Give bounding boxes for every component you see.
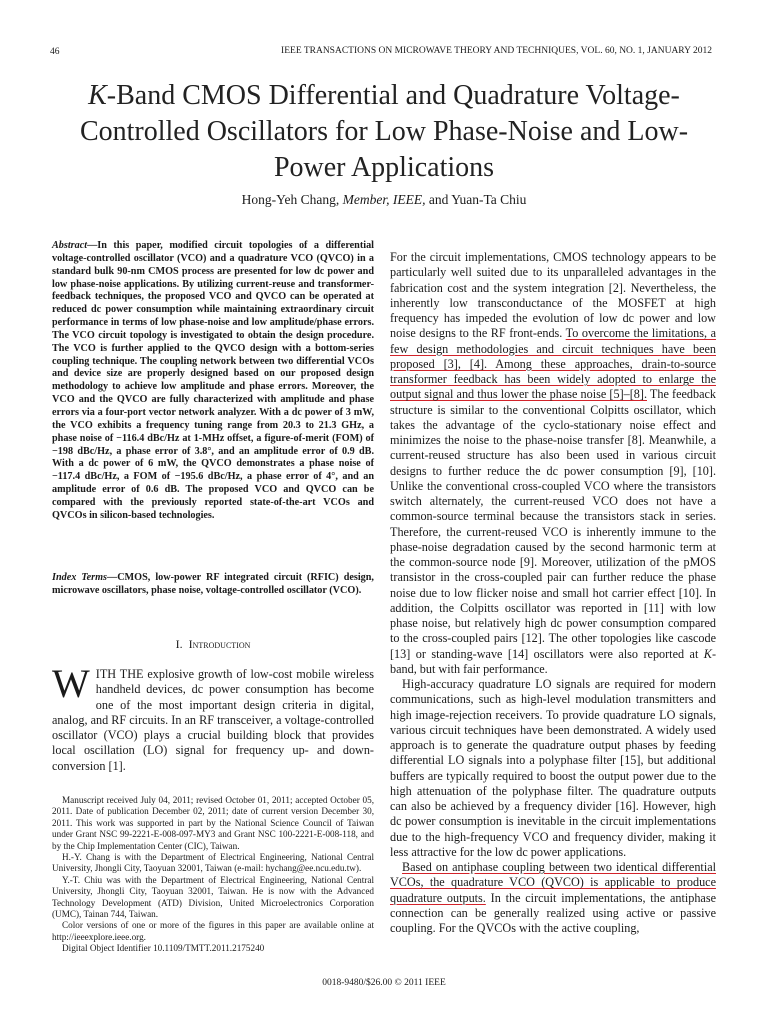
p1-text-b: The feedback structure is similar to the conventional Colpitts oscillator, which takes the advantage of the cyclo-stationary noise effect and minimizes the noise to the phase-noise transfer [8]. Meanwhile, a current-reused structure has also been used in various circuit designs to further reduce the dc power consumption [9], [10]. Unlike the conventional cross-coupled VCO where the transistors switch alternately, the current-reused VCO does not have a common-source terminal because the transistors stack in series. Therefore, the current-reused VCO is inherently immune to the phase-noise degradation caused by the second harmonic term at the common-source node [9]. Moreover, utilization of the pMOS transistor in the cross-coupled pair can further reduce the phase noise due to low flicker noise and small hot carrier effect [10]. In addition, the Colpitts oscillator was reported in [11] with low phase noise, but relatively high dc power consumption compared to the cross-coupled pairs [12]. The other topologies like cascode [13] or standing-wave [14] oscillators were also reported at — [390, 387, 716, 661]
p3-text-b: In the circuit implementations, the antiphase connection can be generally realized using active or passive coupling. For the QVCOs with the active coupling, — [390, 890, 716, 935]
index-terms — [52, 572, 374, 598]
author-line — [60, 192, 708, 208]
section-heading — [52, 637, 374, 652]
abstract-text: —In this paper, modified circuit topologies of a differential voltage-controlled oscillator (VCO) and a quadrature VCO (QVCO) in a standard bulk 90-nm CMOS process are presented for low dc power and low phase-noise applications. By utilizing current-reuse and transformer-feedback techniques, the proposed VCO and QVCO can be operated at reduced dc power consumption while maintaining extraordinary circuit performance in terms of low phase-noise and low amplitude/phase errors. The VCO circuit topology is investigated to obtain the design procedure. The VCO is further applied to the QVCO design with a bottom-series coupling technique. The coupling network between two differential VCOs and device size are properly designed based on our proposed design methodology to achieve low amplitude and phase errors. Moreover, the VCO and the QVCO are fully characterized with amplitude and phase errors via a four-port vector network analyzer. With a dc power of 3 mW, the VCO exhibits a frequency tuning range from 20.3 to 21.3 GHz, a phase noise of −116.4 dBc/Hz at 1-MHz offset, a figure-of-merit (FOM) of −198 dBc/Hz, a phase error of 3.8°, and an amplitude error of 0.9 dB. With a dc power of 6 mW, the QVCO demonstrates a phase noise of −117.4 dBc/Hz, a FOM of −195.6 dBc/Hz, a phase error of 4°, and an amplitude error of 0.6 dB. The proposed VCO and QVCO can be compared with the previously reported state-of-the-art VCOs and QVCOs in silicon-based technologies. — [52, 240, 374, 521]
paragraph-1 — [390, 250, 716, 677]
dropcap: W — [52, 661, 90, 706]
intro-text: ITH THE explosive growth of low-cost mobile wireless handheld devices, dc power consumption has become one of the most important design criteria in digital, analog, and RF circuits. In an RF transceiver, a voltage-controlled oscillator (VCO) plays a crucial building block that provides local oscillation (LO) signal for frequency up- and down-conversion [1]. — [52, 667, 374, 773]
abstract-lead: Abstract — [52, 240, 88, 251]
section-numeral: I. — [175, 637, 183, 651]
p1-text-c: -band, but with fair performance. — [390, 646, 716, 676]
highlighted-sentence-1: To overcome the limitations, a few design methodologies and circuit techniques have been proposed [3], [4]. Among these approaches, drain-to-source transformer feedback has been widely adopted to enlarge the output signal and thus lower the phase noise [5]–[8]. — [390, 326, 717, 402]
section-title: Introduction — [188, 637, 251, 651]
journal-header: IEEE TRANSACTIONS ON MICROWAVE THEORY AND TECHNIQUES, VOL. 60, NO. 1, JANUARY 2012 — [281, 46, 712, 56]
copyright-footer: 0018-9480/$26.00 © 2011 IEEE — [322, 978, 446, 988]
page-number: 46 — [50, 47, 60, 57]
index-terms-lead: Index Terms — [52, 572, 108, 583]
author-2: and Yuan-Ta Chiu — [428, 192, 527, 207]
title-k: K — [88, 80, 107, 111]
abstract — [52, 240, 374, 523]
footnotes — [52, 795, 374, 955]
footnote-author-2: Y.-T. Chiu was with the Department of Electrical Engineering, National Central University, Jhongli City, Taoyuan 32001, Taiwan. He is now with the Advanced Technology Development (ATD) Division, United Microelectronics Corporation (UMC), Tainan 744, Taiwan. — [52, 874, 374, 920]
footnote-doi: Digital Object Identifier 10.1109/TMTT.2011.2175240 — [62, 943, 265, 954]
footnote-color: Color versions of one or more of the figures in this paper are available online at http://ieeexplore.ieee.org. — [52, 920, 374, 942]
author-membership: Member, IEEE, — [342, 192, 426, 207]
author-1: Hong-Yeh Chang, — [241, 192, 340, 207]
right-column — [390, 250, 716, 936]
intro-paragraph — [52, 661, 374, 774]
p1-k: K — [703, 646, 712, 661]
footnote-author-1: H.-Y. Chang is with the Department of Electrical Engineering, National Central University, Jhongli City, Taoyuan 32001, Taiwan (e-mail: hychang@ee.ncu.edu.tw). — [52, 852, 374, 874]
p1-text-a: For the circuit implementations, CMOS technology appears to be particularly well suited due to its unparalleled advantages in the fabrication cost and the system integration [2]. Nevertheless, the inherently low transconductance of the MOSFET at high frequency has impeded the evolution of low dc power and low noise designs to the RF front-ends. — [390, 250, 716, 341]
footnote-manuscript: Manuscript received July 04, 2011; revised October 01, 2011; accepted October 05, 2011. Date of publication December 02, 2011; date of current version December 30, 2011. This work was supported in part by the National Science Council of Taiwan under Grant NSC 99-2221-E-008-097-MY3 and Grant NSC 100-2221-E-008-118, and by the Chip Implementation Center (CIC), Taiwan. — [52, 795, 374, 851]
index-terms-text: —CMOS, low-power RF integrated circuit (RFIC) design, microwave oscillators, phase noise, voltage-controlled oscillator (VCO). — [52, 572, 374, 596]
paper-title — [60, 78, 708, 186]
paragraph-3 — [390, 860, 716, 936]
paragraph-2: High-accuracy quadrature LO signals are required for modern communications, such as high-level modulation transmitters and high image-rejection receivers. To provide quadrature LO signals, various circuit techniques have been demonstrated. A widely used approach is to generate the quadrature output phases by feeding differential LO signals into a polyphase filter [15], but additional buffers are typically required to boost the output power due to the high attenuation of the polyphase filter. The quadrature outputs can also be achieved by a frequency divider [16]. However, high dc power consumption is inevitable in the circuit implementations due to the high-frequency VCO and frequency divider, making it less attractive for the low dc power applications. — [390, 677, 716, 859]
highlighted-sentence-2: Based on antiphase coupling between two identical differential VCOs, the quadrature VCO (QVCO) is applicable to produce quadrature outputs. — [390, 860, 716, 905]
title-rest: -Band CMOS Differential and Quadrature Voltage-Controlled Oscillators for Low Phase-Noise and Low-Power Applications — [79, 80, 689, 183]
